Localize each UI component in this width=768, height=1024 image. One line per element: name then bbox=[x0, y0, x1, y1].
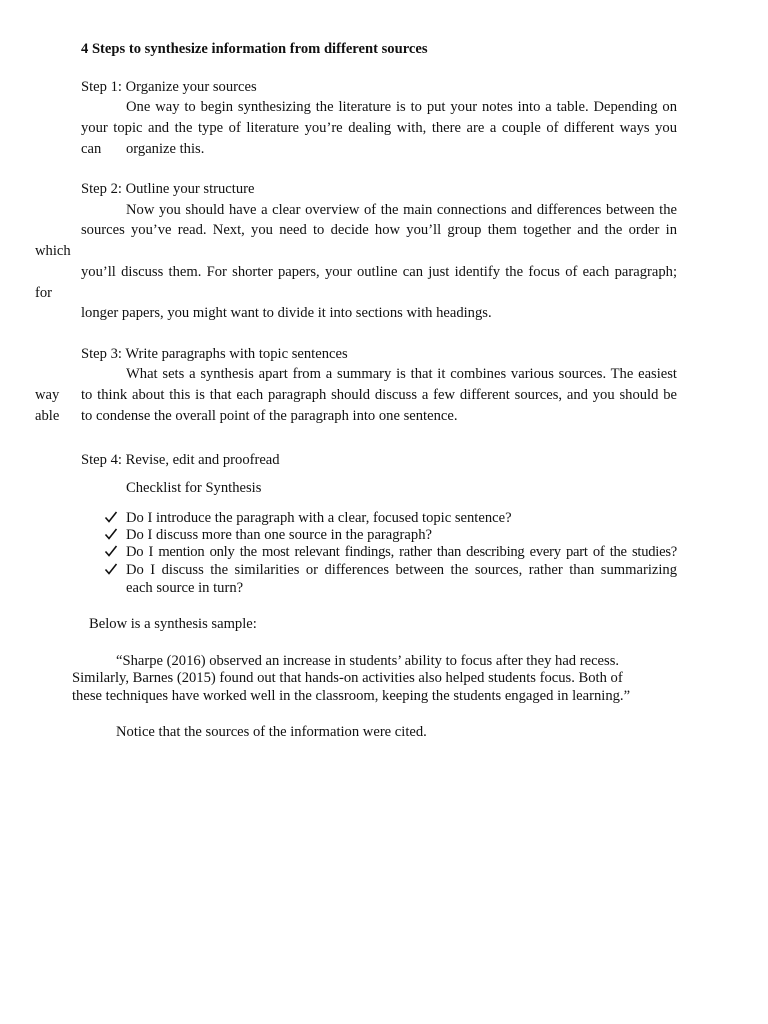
step3-line-2: to think about this is that each paragraph should discuss a few different sources, and you should be bbox=[81, 387, 677, 403]
sample-quote-line-1: “Sharpe (2016) observed an increase in students’ ability to focus after they had recess. bbox=[116, 653, 620, 669]
checklist-item-2: Do I discuss more than one source in the paragraph? bbox=[126, 527, 432, 543]
checklist-item-4: Do I discuss the similarities or differences between the sources, rather than summarizing bbox=[126, 562, 677, 578]
step2-line-2-overflow: which bbox=[35, 243, 71, 259]
step2-line-3-overflow: for bbox=[35, 285, 53, 301]
sample-intro: Below is a synthesis sample: bbox=[89, 616, 257, 632]
step3-line-3-margin: able bbox=[35, 408, 60, 424]
checklist-title: Checklist for Synthesis bbox=[126, 480, 262, 496]
step1-line-1: One way to begin synthesizing the literature is to put your notes into a table. Depending on bbox=[126, 99, 677, 115]
step3-line-3: to condense the overall point of the paragraph into one sentence. bbox=[81, 408, 458, 424]
step2-line-2: sources you’ve read. Next, you need to decide how you’ll group them together and the order in bbox=[81, 222, 677, 238]
step2-line-1: Now you should have a clear overview of the main connections and differences between the bbox=[126, 202, 677, 218]
checklist-item-4-cont: each source in turn? bbox=[126, 580, 244, 596]
step1-line-2: your topic and the type of literature you’re dealing with, there are a couple of different ways you bbox=[81, 120, 677, 136]
checklist-item-3: Do I mention only the most relevant findings, rather than describing every part of the studies? bbox=[126, 544, 677, 560]
sample-quote-line-2: Similarly, Barnes (2015) found out that hands-on activities also helped students focus. Both of bbox=[72, 670, 623, 686]
checkmark-icon bbox=[104, 544, 118, 558]
step2-line-4: longer papers, you might want to divide it into sections with headings. bbox=[81, 305, 492, 321]
checkmark-icon bbox=[104, 562, 118, 576]
step3-line-2-margin: way bbox=[35, 387, 60, 403]
sample-quote-line-3: these techniques have worked well in the classroom, keeping the students engaged in learning.” bbox=[72, 688, 631, 704]
checkmark-icon bbox=[104, 527, 118, 541]
step1-line-3b: organize this. bbox=[126, 141, 205, 157]
step4-heading: Step 4: Revise, edit and proofread bbox=[81, 452, 280, 468]
step1-heading: Step 1: Organize your sources bbox=[81, 79, 257, 95]
checklist-item-1: Do I introduce the paragraph with a clear, focused topic sentence? bbox=[126, 510, 512, 526]
step2-heading: Step 2: Outline your structure bbox=[81, 181, 255, 197]
step2-line-3: you’ll discuss them. For shorter papers, your outline can just identify the focus of each paragraph; bbox=[81, 264, 677, 280]
step3-line-1: What sets a synthesis apart from a summary is that it combines various sources. The easiest bbox=[126, 366, 677, 382]
step3-heading: Step 3: Write paragraphs with topic sentences bbox=[81, 346, 348, 362]
document-title: 4 Steps to synthesize information from different sources bbox=[81, 41, 428, 57]
step1-line-3a: can bbox=[81, 141, 102, 157]
checkmark-icon bbox=[104, 510, 118, 524]
sample-note: Notice that the sources of the information were cited. bbox=[116, 724, 427, 740]
